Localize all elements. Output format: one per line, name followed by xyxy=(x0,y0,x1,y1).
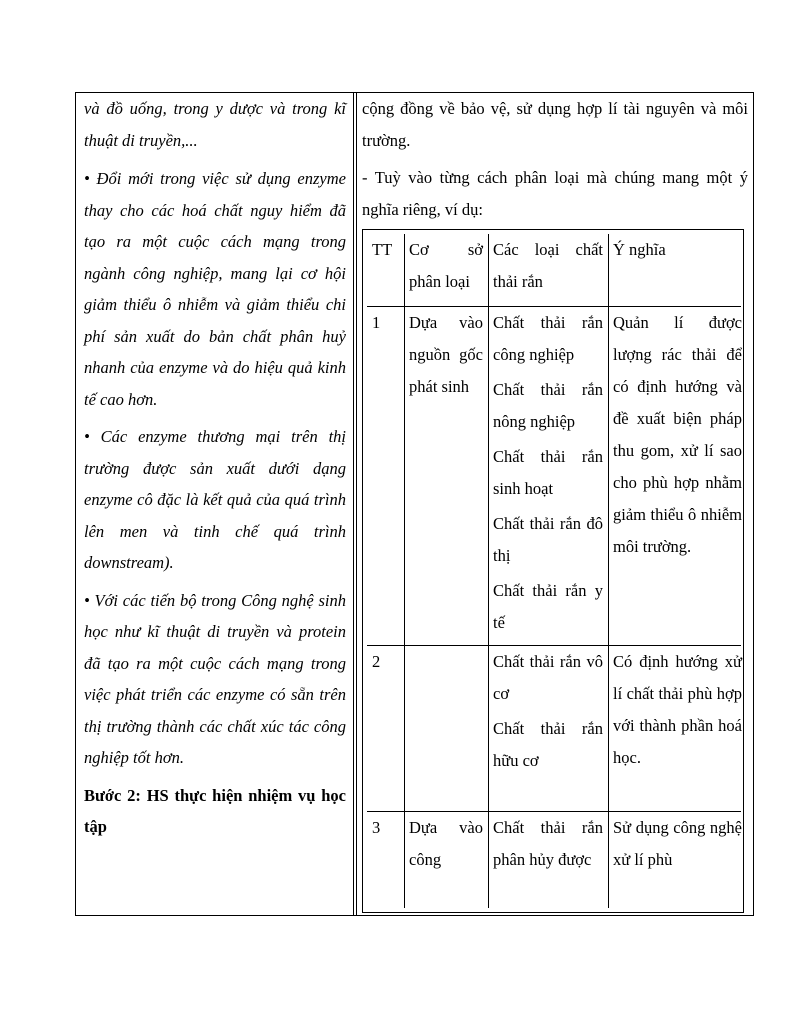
table-header-meaning: Ý nghĩa xyxy=(613,240,666,259)
left-paragraph-4: • Với các tiến bộ trong Công nghệ sinh học như kĩ thuật di truyền và protein đã tạo ra một cuộc cách mạng trong việc phát triển các enzyme có sẵn trên thị trường thành các chất xúc tác công nghiệp tốt hơn. xyxy=(84,590,346,767)
table-header-tt: TT xyxy=(372,240,393,259)
column-divider xyxy=(353,93,357,915)
right-paragraph-2: - Tuỳ vào từng cách phân loại mà chúng mang một ý nghĩa riêng, ví dụ: xyxy=(362,168,748,219)
table-cell-basis: Dựa vào nguồn gốc phát sinh xyxy=(409,313,483,396)
two-column-table xyxy=(75,92,754,916)
left-column xyxy=(84,93,346,843)
table-row: 3 xyxy=(372,818,381,837)
right-paragraph-1: cộng đồng về bảo vệ, sử dụng hợp lí tài nguyên và môi trường. xyxy=(362,99,748,150)
table-header-basis: Cơ sở phân loại xyxy=(409,240,483,291)
table-cell-types: Chất thải rắn phân hủy được xyxy=(493,818,603,869)
table-cell-basis: Dựa vào công xyxy=(409,818,483,869)
table-cell-meaning: Có định hướng xử lí chất thải phù hợp với thành phần hoá học. xyxy=(613,652,742,767)
table-cell-meaning: Sử dụng công nghệ xử lí phù xyxy=(613,818,742,869)
table-row: 1 xyxy=(372,313,381,332)
table-header-types: Các loại chất thải rắn xyxy=(493,240,603,291)
table-cell-types: Chất thải rắn công nghiệp Chất thải rắn nông nghiệp Chất thải rắn sinh hoạt Chất thải rắn đô thị Chất thải rắn y tế xyxy=(493,313,603,632)
left-paragraph-3: • Các enzyme thương mại trên thị trường được sản xuất dưới dạng enzyme cô đặc là kết quả của quá trình lên men và tinh chế quá trình downstream). xyxy=(84,427,346,572)
left-paragraph-2: • Đổi mới trong việc sử dụng enzyme thay cho các hoá chất nguy hiểm đã tạo ra một cuộc cách mạng trong ngành công nghiệp, mang lại cơ hội giảm thiểu ô nhiễm và giảm thiểu chi phí sản xuất do bản chất phân huỷ nhanh của enzyme và do hiệu quả kinh tế cao hơn. xyxy=(84,169,346,409)
table-cell-types: Chất thải rắn vô cơ Chất thải rắn hữu cơ xyxy=(493,652,603,770)
table-row: 2 xyxy=(372,652,381,671)
classification-table xyxy=(362,229,744,913)
left-paragraph-1: và đồ uống, trong y dược và trong kĩ thuật di truyền,... xyxy=(84,99,346,150)
table-cell-meaning: Quản lí được lượng rác thải để có định hướng và đề xuất biện pháp thu gom, xử lí sao cho phù hợp nhằm giảm thiểu ô nhiễm môi trường. xyxy=(613,313,742,556)
right-column xyxy=(362,93,748,231)
step-2-heading: Bước 2: HS thực hiện nhiệm vụ học tập xyxy=(84,785,346,836)
